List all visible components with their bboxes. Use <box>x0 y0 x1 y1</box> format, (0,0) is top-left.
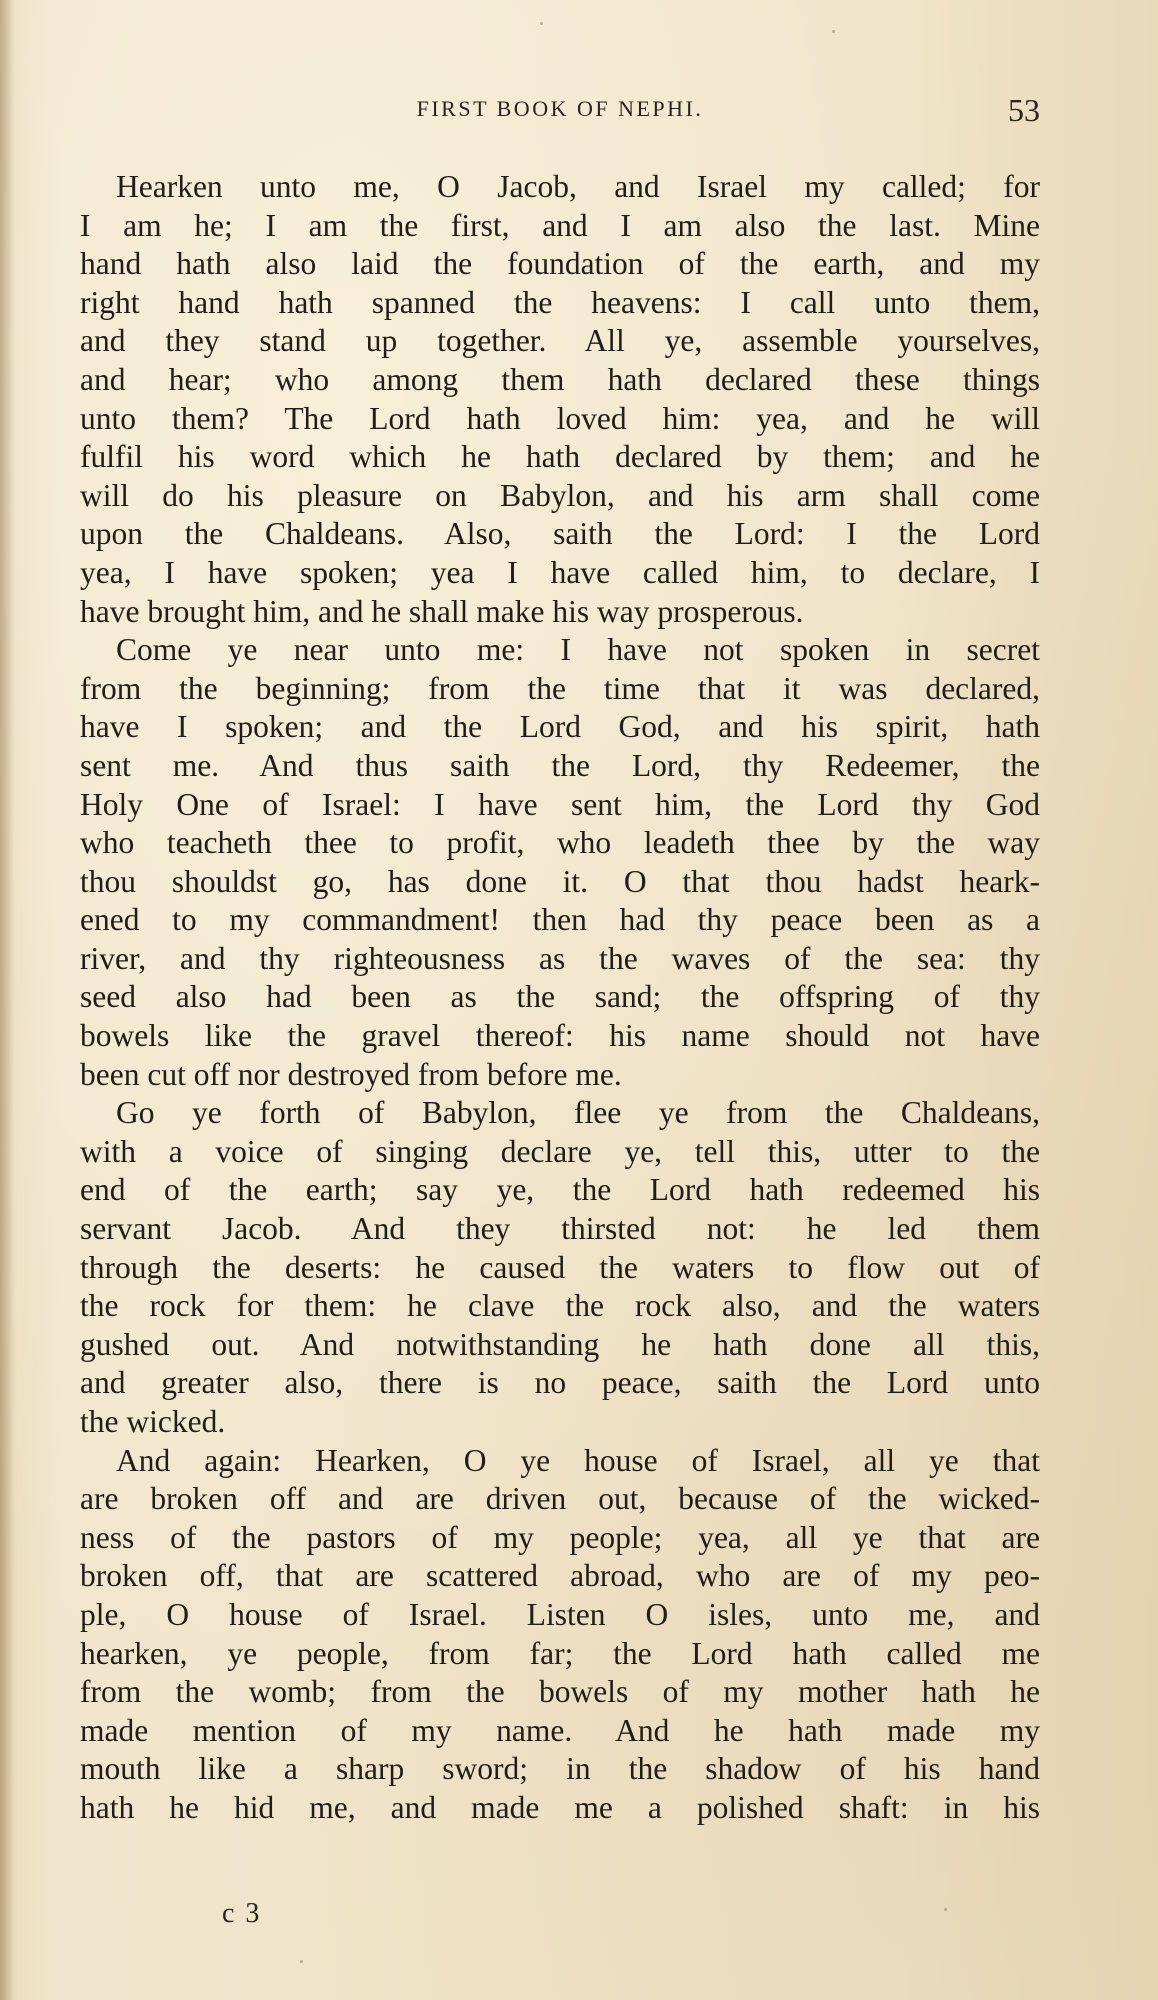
text-line: bowels like the gravel thereof: his name should not have <box>80 1018 1040 1054</box>
text-line: who teacheth thee to profit, who leadeth thee by the way <box>80 825 1040 861</box>
text-line: mouth like a sharp sword; in the shadow of his hand <box>80 1751 1040 1787</box>
text-line: hearken, ye people, from far; the Lord hath called me <box>80 1635 1040 1671</box>
text-line: seed also had been as the sand; the offspring of thy <box>80 979 1040 1015</box>
text-line: ness of the pastors of my people; yea, all ye that are <box>80 1519 1040 1555</box>
text-line: Go ye forth of Babylon, flee ye from the Chaldeans, <box>116 1095 1040 1131</box>
text-line: river, and thy righteousness as the waves of the sea: thy <box>80 940 1040 976</box>
text-line: will do his pleasure on Babylon, and his arm shall come <box>80 477 1040 513</box>
signature-mark: c 3 <box>222 1898 262 1929</box>
text-line: unto them? The Lord hath loved him: yea, and he will <box>80 400 1040 436</box>
text-line: and they stand up together. All ye, assemble yourselves, <box>80 323 1040 359</box>
text-line: have I spoken; and the Lord God, and his spirit, hath <box>80 709 1040 745</box>
text-line: have brought him, and he shall make his way prosperous. <box>80 593 804 629</box>
text-line: hath he hid me, and made me a polished shaft: in his <box>80 1789 1040 1825</box>
text-line: gushed out. And notwithstanding he hath done all this, <box>80 1326 1040 1362</box>
paper-speck <box>540 22 543 25</box>
text-line: been cut off nor destroyed from before me. <box>80 1056 622 1092</box>
text-line: fulfil his word which he hath declared by them; and he <box>80 439 1040 475</box>
text-line: thou shouldst go, has done it. O that thou hadst heark- <box>80 863 1040 899</box>
text-line: hand hath also laid the foundation of the earth, and my <box>80 246 1040 282</box>
spine-shadow <box>0 0 14 2000</box>
text-line: through the deserts: he caused the waters to flow out of <box>80 1249 1040 1285</box>
text-line: and greater also, there is no peace, saith the Lord unto <box>80 1365 1040 1401</box>
running-title: FIRST BOOK OF NEPHI. <box>416 96 704 121</box>
text-line: ple, O house of Israel. Listen O isles, unto me, and <box>80 1596 1040 1632</box>
text-line: made mention of my name. And he hath made my <box>80 1712 1040 1748</box>
text-line: broken off, that are scattered abroad, who are of my peo- <box>80 1558 1040 1594</box>
paper-speck <box>944 1908 947 1911</box>
text-line: right hand hath spanned the heavens: I call unto them, <box>80 284 1040 320</box>
text-line: the rock for them: he clave the rock also, and the waters <box>80 1288 1040 1324</box>
paper-speck <box>300 1960 303 1963</box>
body-text <box>80 168 1040 1828</box>
text-line: sent me. And thus saith the Lord, thy Redeemer, the <box>80 747 1040 783</box>
text-line: from the beginning; from the time that it was declared, <box>80 670 1040 706</box>
text-line: Holy One of Israel: I have sent him, the Lord thy God <box>80 786 1040 822</box>
text-line: from the womb; from the bowels of my mother hath he <box>80 1674 1040 1710</box>
text-line: the wicked. <box>80 1404 226 1439</box>
text-line: Come ye near unto me: I have not spoken in secret <box>116 632 1040 668</box>
text-line: servant Jacob. And they thirsted not: he led them <box>80 1211 1040 1247</box>
text-line: are broken off and are driven out, because of the wicked- <box>80 1481 1040 1517</box>
text-line: And again: Hearken, O ye house of Israel, all ye that <box>116 1442 1040 1478</box>
running-head <box>80 92 1040 136</box>
text-line: and hear; who among them hath declared these things <box>80 361 1040 397</box>
text-line: ened to my commandment! then had thy peace been as a <box>80 902 1040 938</box>
text-line: Hearken unto me, O Jacob, and Israel my called; for <box>116 169 1040 204</box>
text-line: upon the Chaldeans. Also, saith the Lord: I the Lord <box>80 516 1040 552</box>
text-line: I am he; I am the first, and I am also the last. Mine <box>80 207 1040 243</box>
text-line: yea, I have spoken; yea I have called him, to declare, I <box>80 554 1040 590</box>
text-line: end of the earth; say ye, the Lord hath redeemed his <box>80 1172 1040 1208</box>
page-number: 53 <box>1008 92 1040 128</box>
paper-speck <box>832 30 835 33</box>
text-line: with a voice of singing declare ye, tell this, utter to the <box>80 1133 1040 1169</box>
